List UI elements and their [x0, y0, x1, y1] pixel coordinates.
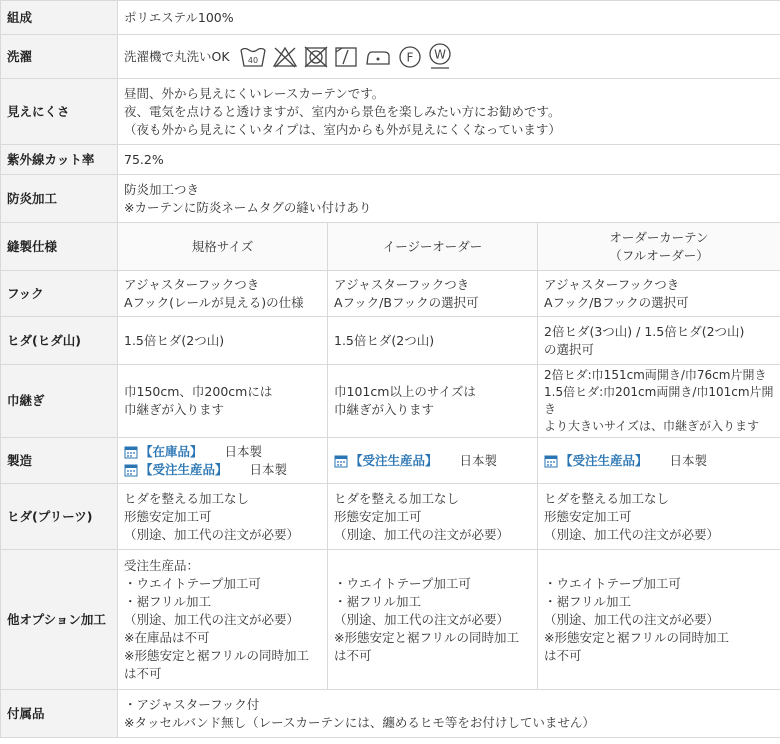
sewing-row: [1, 223, 780, 271]
manufacture-standard: [118, 438, 328, 484]
no-bleach-icon: [272, 46, 298, 68]
origin-label: 日本製: [669, 452, 708, 468]
column-full-order: オーダーカーテン （フルオーダー）: [538, 223, 780, 271]
hook-standard: アジャスターフックつき Aフック(レールが見える)の仕様: [118, 271, 328, 317]
pleat-fold-full-order: 2倍ヒダ(3つ山) / 1.5倍ヒダ(2つ山) の選択可: [538, 317, 780, 365]
row-label-pleat-fold: ヒダ(ヒダ山): [1, 317, 118, 365]
pleat-fold-standard: 1.5倍ヒダ(2つ山): [118, 317, 328, 365]
calendar-icon: [544, 454, 558, 468]
seam-easy-order: 巾101cm以上のサイズは 巾継ぎが入ります: [328, 365, 538, 438]
options-standard: 受注生産品： ・ウエイトテープ加工可 ・裾フリル加工 （別途、加工代の注文が必要） ※在庫品は不可 ※形態安定と裾フリルの同時加工 は不可: [118, 550, 328, 690]
seam-row: [1, 365, 780, 438]
options-full-order: ・ウエイトテープ加工可 ・裾フリル加工 （別途、加工代の注文が必要） ※形態安定と裾フリルの同時加工 は不可: [538, 550, 780, 690]
row-label-manufacture: 製造: [1, 438, 118, 484]
iron-low-icon: [364, 46, 392, 68]
row-label-washing: 洗濯: [1, 35, 118, 79]
pleats-easy-order: ヒダを整える加工なし 形態安定加工可 （別途、加工代の注文が必要）: [328, 484, 538, 550]
no-tumble-dry-icon: [304, 46, 328, 68]
fireproof-row: [1, 175, 780, 223]
manufacture-badge-order: [544, 452, 774, 470]
accessories-row: [1, 690, 780, 738]
wet-clean-w-icon: [428, 43, 452, 71]
hook-full-order: アジャスターフックつき Aフック/Bフックの選択可: [538, 271, 780, 317]
row-label-visibility: 見えにくさ: [1, 79, 118, 145]
washing-value: 洗濯機で丸洗いOK: [124, 48, 230, 64]
manufacture-row: [1, 438, 780, 484]
composition-value: ポリエステル100%: [118, 1, 780, 35]
row-label-composition: 組成: [1, 1, 118, 35]
stock-tag: 【在庫品】: [140, 443, 203, 459]
origin-label: 日本製: [224, 443, 263, 459]
calendar-icon: [124, 445, 138, 459]
order-tag: 【受注生産品】: [350, 452, 438, 468]
care-icons: [240, 43, 452, 71]
row-label-fireproof: 防炎加工: [1, 175, 118, 223]
dry-clean-f-icon: [398, 45, 422, 69]
uv-row: [1, 145, 780, 175]
order-tag: 【受注生産品】: [560, 452, 648, 468]
accessories-value: ・アジャスターフック付 ※タッセルバンド無し（レースカーテンには、纏めるヒモ等をお付けしていません）: [118, 690, 780, 738]
pleat-fold-row: [1, 317, 780, 365]
pleats-row: [1, 484, 780, 550]
options-easy-order: ・ウエイトテープ加工可 ・裾フリル加工 （別途、加工代の注文が必要） ※形態安定と裾フリルの同時加工 は不可: [328, 550, 538, 690]
row-label-hook: フック: [1, 271, 118, 317]
washing-row: [1, 35, 780, 79]
column-easy-order: イージーオーダー: [328, 223, 538, 271]
fireproof-value: 防炎加工つき ※カーテンに防炎ネームタグの縫い付けあり: [118, 175, 780, 223]
row-label-seam: 巾継ぎ: [1, 365, 118, 438]
visibility-row: [1, 79, 780, 145]
seam-full-order: 2倍ヒダ:巾151cm両開き/巾76cm片開き 1.5倍ヒダ:巾201cm両開き/巾101cm片開き より大きいサイズは、巾継ぎが入ります: [538, 365, 780, 438]
dry-clean-label: F: [406, 50, 413, 64]
visibility-value: 昼間、外から見えにくいレースカーテンです。 夜、電気を点けると透けますが、室内から景色を楽しみたい方にお勧めです。 （夜も外から見えにくいタイプは、室内からも外が見えにくくなっています）: [118, 79, 780, 145]
wet-clean-label: W: [433, 47, 446, 61]
manufacture-full-order: [538, 438, 780, 484]
origin-label: 日本製: [249, 461, 288, 477]
row-label-sewing: 縫製仕様: [1, 223, 118, 271]
hook-easy-order: アジャスターフックつき Aフック/Bフックの選択可: [328, 271, 538, 317]
calendar-icon: [124, 463, 138, 477]
row-label-options: 他オプション加工: [1, 550, 118, 690]
pleats-full-order: ヒダを整える加工なし 形態安定加工可 （別途、加工代の注文が必要）: [538, 484, 780, 550]
row-label-accessories: 付属品: [1, 690, 118, 738]
washing-cell: [118, 35, 780, 79]
order-tag: 【受注生産品】: [140, 461, 228, 477]
hook-row: [1, 271, 780, 317]
options-row: [1, 550, 780, 690]
seam-standard: 巾150cm、巾200cmには 巾継ぎが入ります: [118, 365, 328, 438]
manufacture-badge-stock: [124, 443, 321, 461]
uv-value: 75.2%: [118, 145, 780, 175]
calendar-icon: [334, 454, 348, 468]
row-label-uv: 紫外線カット率: [1, 145, 118, 175]
line-dry-icon: [334, 46, 358, 68]
manufacture-badge-order: [334, 452, 531, 470]
composition-row: [1, 1, 780, 35]
wash-temp-label: 40: [247, 55, 258, 65]
manufacture-easy-order: [328, 438, 538, 484]
origin-label: 日本製: [459, 452, 498, 468]
manufacture-badge-order: [124, 461, 321, 479]
wash-40-icon: [240, 46, 266, 68]
pleat-fold-easy-order: 1.5倍ヒダ(2つ山): [328, 317, 538, 365]
pleats-standard: ヒダを整える加工なし 形態安定加工可 （別途、加工代の注文が必要）: [118, 484, 328, 550]
column-standard-size: 規格サイズ: [118, 223, 328, 271]
row-label-pleats: ヒダ(プリーツ): [1, 484, 118, 550]
